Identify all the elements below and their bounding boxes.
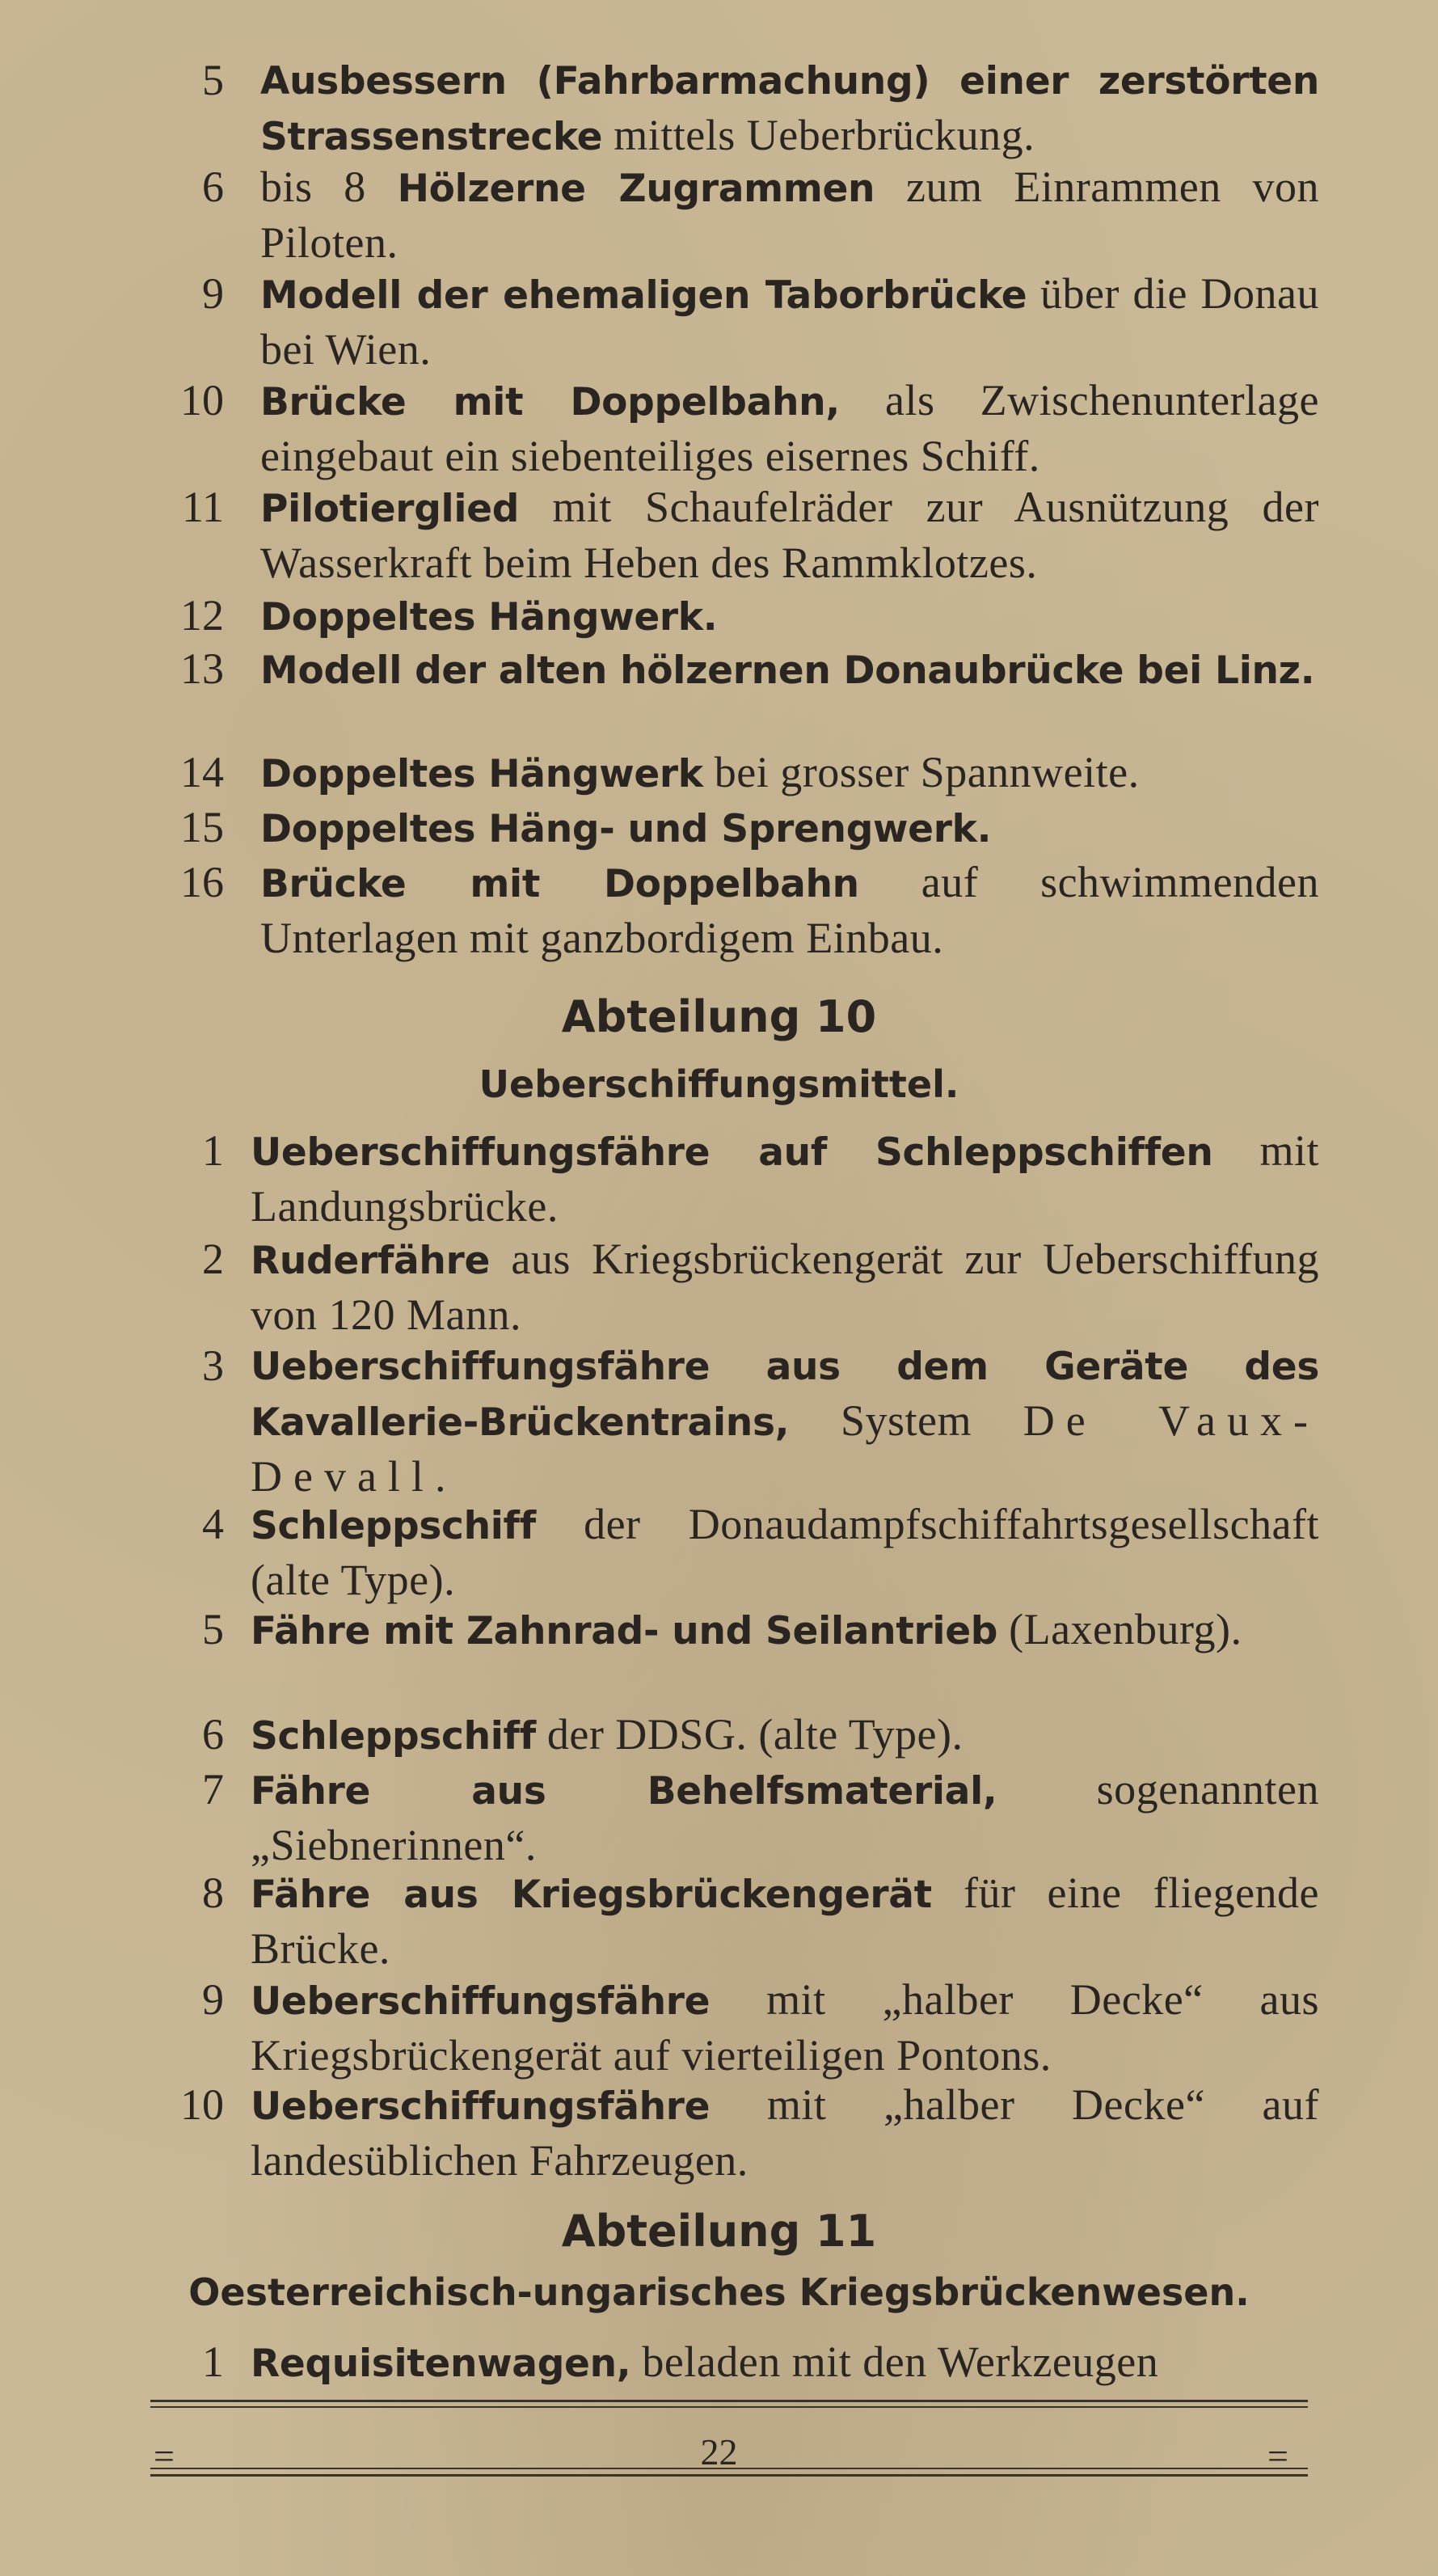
item-number: 5 [202, 56, 224, 104]
item-text: Brücke mit Doppelbahn, als Zwischenunterlage eingebaut ein siebenteiliges eisernes Schiff. [260, 376, 1319, 480]
item-number: 10 [180, 2080, 224, 2129]
item-number: 16 [180, 858, 224, 906]
item-text: Schleppschiff der Donaudampfschiffahrtsgesellschaft (alte Type). [251, 1500, 1319, 1604]
item-text: Doppeltes Hängwerk. [260, 595, 718, 640]
item-number: 11 [182, 483, 224, 531]
item-text: Doppeltes Hängwerk bei grosser Spannweite. [260, 748, 1140, 796]
item-number: 8 [202, 1869, 224, 1917]
item-number: 1 [202, 2337, 224, 2386]
item-number: 13 [180, 644, 224, 693]
item-text: Modell der alten hölzernen Donaubrücke bei Linz. [260, 648, 1315, 693]
item-text: Pilotierglied mit Schaufelräder zur Ausnützung der Wasserkraft beim Heben des Rammklotzes. [260, 483, 1319, 587]
section-11-subtitle: Oesterreichisch-ungarisches Kriegsbrückenwesen. [188, 2270, 1250, 2314]
item-number: 14 [180, 748, 224, 796]
item-number: 1 [202, 1126, 224, 1175]
item-number: 6 [202, 163, 224, 211]
footer-rule-bottom [150, 2474, 1308, 2477]
item-text: Doppeltes Häng- und Sprengwerk. [260, 807, 992, 851]
item-text: Requisitenwagen, beladen mit den Werkzeugen [251, 2337, 1159, 2386]
item-text: Schleppschiff der DDSG. (alte Type). [251, 1710, 964, 1759]
footer-right-mark: = [1267, 2435, 1288, 2477]
item-number: 12 [180, 591, 224, 640]
item-text: Brücke mit Doppelbahn auf schwimmenden Unterlagen mit ganzbordigem Einbau. [260, 858, 1319, 962]
item-number: 3 [202, 1341, 224, 1390]
item-text: Fähre aus Behelfsmaterial, sogenannten „Siebnerinnen“. [251, 1765, 1320, 1869]
item-number: 9 [202, 1975, 224, 2024]
footer-rule-bottom-inner [150, 2468, 1308, 2469]
item-text: Modell der ehemaligen Taborbrücke über die Donau bei Wien. [260, 269, 1319, 374]
section-10-title: Abteilung 10 [561, 991, 877, 1042]
item-number: 15 [180, 803, 224, 851]
item-number: 9 [202, 269, 224, 318]
item-number: 4 [202, 1500, 224, 1548]
item-text: Ausbessern (Fahrbarmachung) einer zerstörten Strassenstrecke mittels Ueberbrückung. [260, 59, 1319, 159]
footer-rule-top [150, 2400, 1308, 2402]
item-text: Ueberschiffungsfähre aus dem Geräte des Kavallerie-Brückentrains, System De Vaux-Devall. [251, 1345, 1319, 1501]
item-number: 5 [202, 1605, 224, 1653]
item-number: 2 [202, 1235, 224, 1283]
item-number: 10 [180, 376, 224, 424]
item-number: 7 [202, 1765, 224, 1814]
item-text: Fähre mit Zahnrad- und Seilantrieb (Laxenburg). [251, 1605, 1242, 1653]
section-11-title: Abteilung 11 [561, 2206, 877, 2257]
section-10-subtitle: Ueberschiffungsmittel. [479, 1062, 959, 1106]
footer-rule-top-inner [150, 2406, 1308, 2408]
item-text: Ueberschiffungsfähre auf Schleppschiffen mit Landungsbrücke. [251, 1126, 1319, 1231]
footer-left-mark: = [154, 2435, 175, 2477]
item-text: Ruderfähre aus Kriegsbrückengerät zur Ueberschiffung von 120 Mann. [251, 1235, 1319, 1339]
item-number: 6 [202, 1710, 224, 1759]
item-text: Fähre aus Kriegsbrückengerät für eine fliegende Brücke. [251, 1869, 1320, 1973]
item-text: Ueberschiffungsfähre mit „halber Decke“ aus Kriegsbrückengerät auf vierteiligen Pontons. [251, 1975, 1319, 2080]
item-text: bis 8 Hölzerne Zugrammen zum Einrammen von Piloten. [260, 163, 1319, 267]
item-text: Ueberschiffungsfähre mit „halber Decke“ auf landesüblichen Fahrzeugen. [251, 2080, 1319, 2185]
page-number: 22 [700, 2431, 738, 2473]
